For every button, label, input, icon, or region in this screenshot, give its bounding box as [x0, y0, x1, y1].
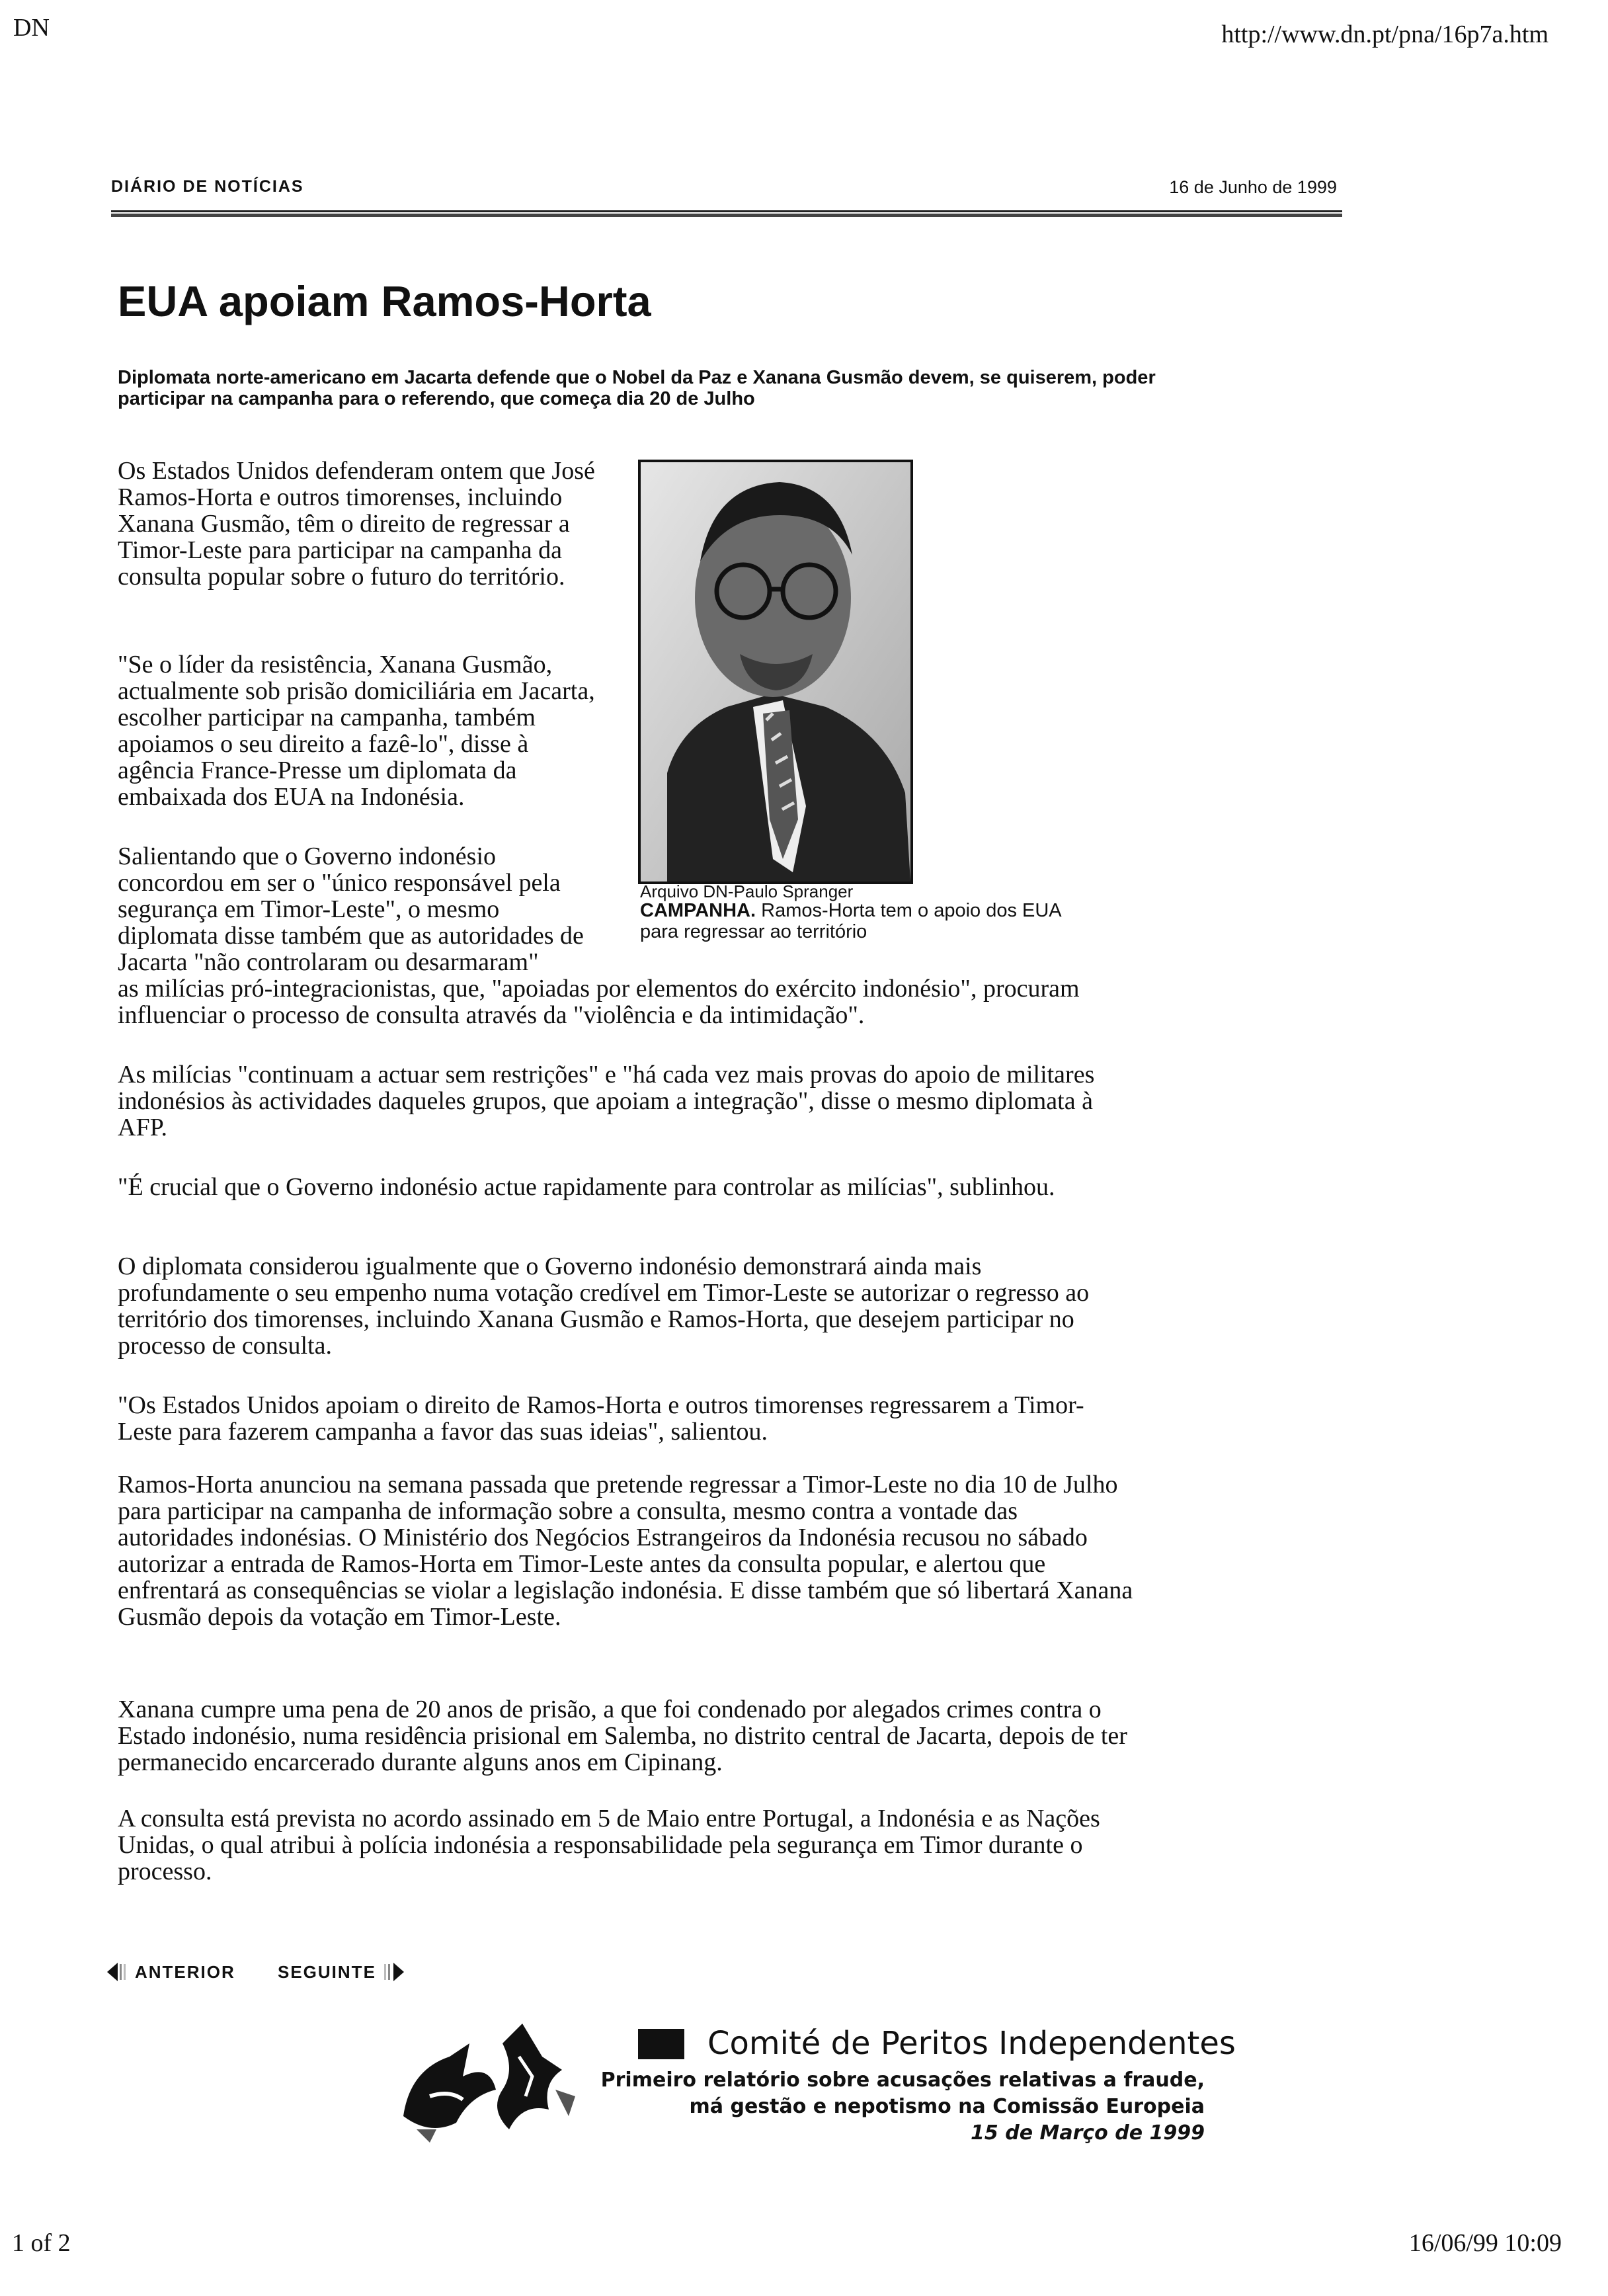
banner-title[interactable]: Comité de Peritos Independentes — [707, 2025, 1236, 2062]
print-timestamp: 16/06/99 10:09 — [1408, 2229, 1562, 2257]
banner-subtitle-line: Primeiro relatório sobre acusações relativas a fraude, — [600, 2069, 1205, 2092]
photo-caption — [640, 900, 1090, 942]
article-paragraph: Xanana cumpre uma pena de 20 anos de prisão, a que foi condenado por alegados crimes contra o Estado indonésio, numa residência prisional em Salemba, no distrito central de Jacarta, depois de ter permanecido encarcerado durante alguns anos em Cipinang. — [118, 1696, 1127, 1776]
previous-label: ANTERIOR — [135, 1961, 235, 1982]
eu-flag-icon — [638, 2029, 684, 2059]
article-paragraph: "Se o líder da resistência, Xanana Gusmão, actualmente sob prisão domiciliária em Jacarta, escolher participar na campanha, também apoiamos o seu direito a fazê-lo", disse à agência France-Presse um diplomata da embaixada dos EUA na Indonésia. — [118, 651, 595, 811]
page-count: 1 of 2 — [12, 2229, 71, 2257]
article-paragraph: O diplomata considerou igualmente que o Governo indonésio demonstrará ainda mais profundamente o seu empenho numa votação credível em Timor-Leste se autorizar o regresso ao território dos timorenses, incluindo Xanana Gusmão e Ramos-Horta, que desejem participar no processo de consulta. — [118, 1252, 1090, 1360]
article-paragraph: A consulta está prevista no acordo assinado em 5 de Maio entre Portugal, a Indonésia e as Nações Unidas, o qual atribui à polícia indonésia a responsabilidade pela segurança em Timor durante o processo. — [118, 1805, 1100, 1885]
browser-header-label: DN — [13, 14, 50, 42]
left-arrow-icon — [106, 1961, 130, 1983]
publication-date: 16 de Junho de 1999 — [1169, 177, 1337, 197]
page-url[interactable]: http://www.dn.pt/pna/16p7a.htm — [1221, 20, 1548, 48]
article-headline: EUA apoiam Ramos-Horta — [118, 277, 651, 325]
banner-date: 15 de Março de 1999 — [971, 2121, 1205, 2145]
article-paragraph: as milícias pró-integracionistas, que, "apoiadas por elementos do exército indonésio", procuram influenciar o processo de consulta através da "violência e da intimidação". — [118, 975, 1080, 1029]
article-paragraph: Os Estados Unidos defenderam ontem que José Ramos-Horta e outros timorenses, incluindo Xanana Gusmão, têm o direito de regressar a Timor-Leste para participar na campanha da consulta popular sobre o futuro do território. — [118, 457, 595, 591]
article-photo — [638, 460, 913, 884]
article-paragraph: Ramos-Horta anunciou na semana passada que pretende regressar a Timor-Leste no dia 10 de Julho para participar na campanha de informação sobre a consulta, mesmo contra a vontade das autoridades indonésias. O Ministério dos Negócios Estrangeiros da Indonésia recusou no sábado autorizar a entrada de Ramos-Horta em Timor-Leste antes da consulta popular, e alertou que enfrentará as consequências se violar a legislação indonésia. E disse também que só libertará Xanana Gusmão depois da votação em Timor-Leste. — [118, 1471, 1133, 1631]
banner-subtitle-line: má gestão e nepotismo na Comissão Europeia — [689, 2095, 1205, 2118]
article-paragraph: As milícias "continuam a actuar sem restrições" e "há cada vez mais provas do apoio de militares indonésios às actividades daqueles grupos, que apoiam a integração", disse o mesmo diplomata à AFP. — [118, 1061, 1095, 1141]
portrait-image — [641, 462, 910, 882]
article-paragraph: "É crucial que o Governo indonésio actue rapidamente para controlar as milícias", sublinhou. — [118, 1173, 1055, 1201]
article-paragraph: "Os Estados Unidos apoiam o direito de Ramos-Horta e outros timorenses regressarem a Timor-Leste para fazerem campanha a favor das suas ideias", salientou. — [118, 1391, 1084, 1446]
caption-text: Ramos-Horta tem o apoio dos EUA para regressar ao território — [640, 900, 1061, 942]
photo-credit: Arquivo DN-Paulo Spranger — [640, 882, 854, 901]
next-link[interactable] — [278, 1961, 405, 1983]
next-label: SEGUINTE — [278, 1961, 376, 1982]
masthead-rule — [111, 210, 1342, 217]
article-paragraph: Salientando que o Governo indonésio concordou em ser o "único responsável pela segurança em Timor-Leste", o mesmo diplomata disse também que as autoridades de Jacarta "não controlaram ou desarmaram" — [118, 842, 584, 976]
masthead-logo[interactable]: DIÁRIO DE NOTÍCIAS — [111, 177, 304, 196]
right-arrow-icon — [382, 1961, 405, 1983]
banner-illustration[interactable] — [390, 2017, 588, 2149]
illustration-image — [390, 2017, 588, 2149]
article-subtitle: Diplomata norte-americano em Jacarta defende que o Nobel da Paz e Xanana Gusmão devem, se quiserem, poder participar na campanha para o referendo, que começa dia 20 de Julho — [118, 367, 1156, 409]
previous-link[interactable] — [106, 1961, 235, 1983]
caption-lead: CAMPANHA. — [640, 900, 756, 921]
